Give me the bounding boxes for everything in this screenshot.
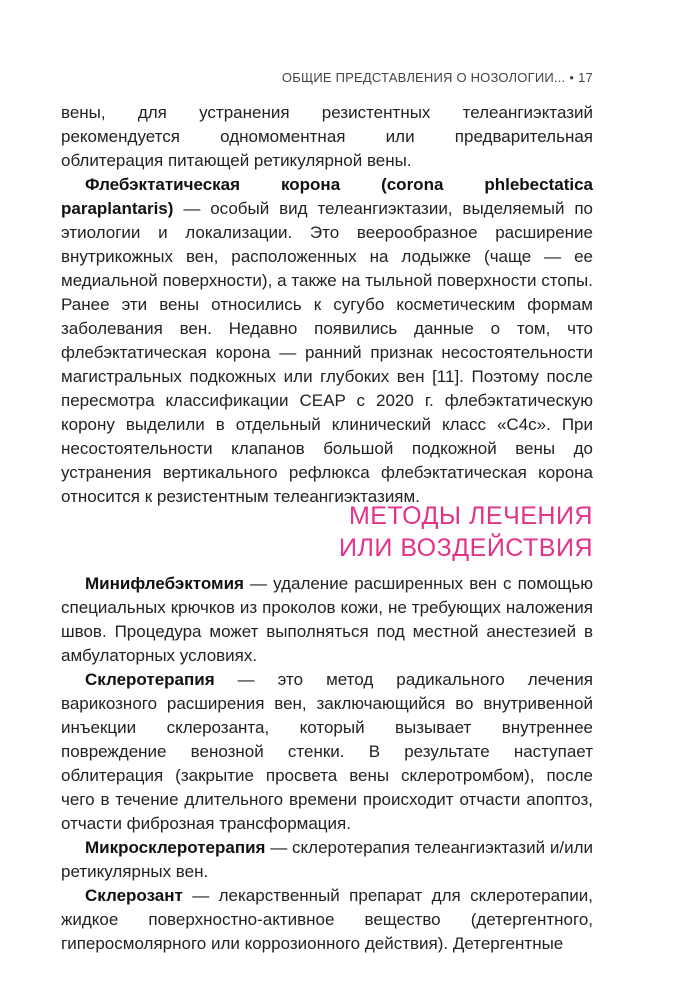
paragraph-text: вены, для устранения резистентных телеангиэктазий рекомендуется одномоментная или предварительная облитерация питающей ретикулярной вены. (61, 103, 593, 170)
paragraph-text: — это метод радикального лечения варикозного расширения вен, заключающийся во внутривенной инъекции склерозанта, который вызывает внутреннее повреждение венозной стенки. В результате наступает облитерация (закрытие просвета вены склеротромбом), после чего в течение длительного времени происходит отчасти апоптоз, отчасти фиброзная трансформация. (61, 670, 593, 833)
body-text-top (61, 101, 593, 509)
running-header-separator: • (569, 70, 575, 85)
section-heading-line-2: ИЛИ ВОЗДЕЙСТВИЯ (339, 534, 593, 562)
paragraph-text: — лекарственный препарат для склеротерапии, жидкое поверхностно-активное вещество (детергентного, гиперосмолярного или коррозионного действия). Детергентные (61, 886, 593, 953)
paragraph-sclerotherapy (61, 668, 593, 836)
paragraph-sclerosant (61, 884, 593, 956)
paragraph-miniphlebectomy (61, 572, 593, 668)
paragraph-text: — удаление расширенных вен с помощью специальных крючков из проколов кожи, не требующих наложения швов. Процедура может выполняться под местной анестезией в амбулаторных условиях. (61, 574, 593, 665)
term-sclerosant: Склерозант (85, 886, 183, 905)
paragraph-corona-phlebectatica (61, 173, 593, 509)
term-microsclerotherapy: Микросклеротерапия (85, 838, 266, 857)
paragraph-text: — особый вид телеангиэктазии, выделяемый по этиологии и локализации. Это веерообразное расширение внутрикожных вен, расположенных на лодыжке (чаще — ее медиальной поверхности), а также на тыльной поверхности стопы. Ранее эти вены относились к сугубо косметическим формам заболевания вен. Недавно появились данные о том, что флебэктатическая корона — ранний признак несостоятельности магистральных подкожных или глубоких вен [11]. Поэтому после пересмотра классификации CEAP с 2020 г. флебэктатическую корону выделили в отдельный клинический класс «С4с». При несостоятельности клапанов большой подкожной вены до устранения вертикального рефлюкса флебэктатическая корона относится к резистентным телеангиэктазиям. (61, 199, 593, 506)
term-sclerotherapy: Склеротерапия (85, 670, 215, 689)
body-text-bottom (61, 572, 593, 956)
section-heading (339, 500, 593, 564)
running-header-title: ОБЩИЕ ПРЕДСТАВЛЕНИЯ О НОЗОЛОГИИ... (281, 70, 566, 85)
term-miniphlebectomy: Минифлебэктомия (85, 574, 244, 593)
paragraph-continuation (61, 101, 593, 173)
running-header (282, 70, 593, 85)
page-number: 17 (578, 70, 593, 85)
term-corona-phlebectatica: Флебэктатическая корона (corona phlebectatica paraplantaris) (61, 175, 593, 218)
section-heading-line-1: МЕТОДЫ ЛЕЧЕНИЯ (348, 502, 593, 530)
book-page (61, 0, 593, 1000)
paragraph-text: — склеротерапия телеангиэктазий и/или ретикулярных вен. (61, 838, 593, 881)
paragraph-microsclerotherapy (61, 836, 593, 884)
